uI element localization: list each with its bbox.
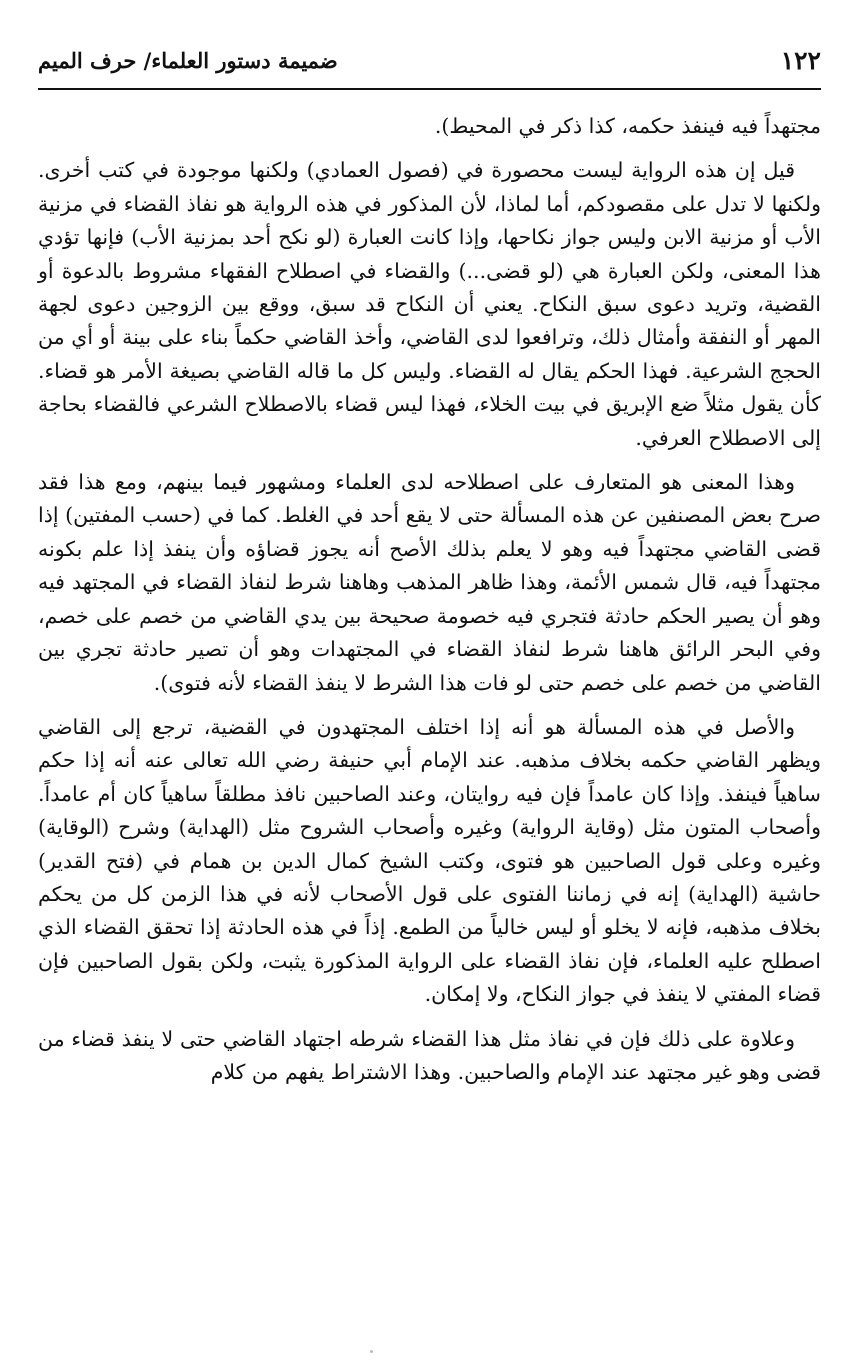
paragraph-1: مجتهداً فيه فينفذ حكمه، كذا ذكر في المحيط). bbox=[434, 114, 821, 138]
scan-speck bbox=[370, 1350, 373, 1353]
page-header bbox=[38, 44, 821, 90]
paragraph-3: وهذا المعنى هو المتعارف على اصطلاحه لدى العلماء ومشهور فيما بينهم، ومع هذا فقد صرح بعض المصنفين عن هذه المسألة حتى لا يقع أحد في الغلط. كما في (حسب المفتين) إذا قضى القاضي مجتهداً فيه وهو لا يعلم بذلك الأصح أنه يجوز قضاؤه وأن ينفذ إذا علم بكونه مجتهداً فيه، قال شمس الأئمة، وهذا ظاهر المذهب وهاهنا شرط لنفاذ القضاء في المجتهد فيه وهو أن يصير الحكم حادثة فتجري فيه خصومة صحيحة بين يدي القاضي من خصم على خصم، وفي البحر الرائق هاهنا شرط لنفاذ القضاء في المجتهدات وهو أن تصير حادثة تجري بين القاضي من خصم على خصم حتى لو فات هذا الشرط لا ينفذ القضاء لأنه فتوى). bbox=[38, 470, 821, 695]
body-text bbox=[38, 110, 821, 1089]
paragraph-2: قيل إن هذه الرواية ليست محصورة في (فصول العمادي) ولكنها موجودة في كتب أخرى. ولكنها لا تدل على مقصودكم، أما لماذا، لأن المذكور في هذه الرواية هو نفاذ القضاء في مزنية الأب أو مزنية الابن وليس جواز نكاحها، وإذا كانت العبارة (لو نكح أحد بمزنية الأب) فإنها تؤدي هذا المعنى، ولكن العبارة هي (لو قضى...) والقضاء في اصطلاح الفقهاء مشروط بالدعوة أو القضية، وتريد دعوى سبق النكاح. يعني أن النكاح قد سبق، ووقع بين الزوجين دعوى لجهة المهر أو النفقة وأمثال ذلك، وترافعوا لدى القاضي، وأخذ القاضي حكماً بناء على بينة أو أي من الحجج الشرعية. فهذا الحكم يقال له القضاء. وليس كل ما قاله القاضي بصيغة الأمر هو قضاء. كأن يقول مثلاً ضع الإبريق في بيت الخلاء، فهذا ليس قضاء بالاصطلاح الشرعي فالقضاء بحاجة إلى الاصطلاح العرفي. bbox=[38, 158, 821, 450]
page-number: ١٢٢ bbox=[780, 46, 821, 75]
paragraph-5: وعلاوة على ذلك فإن في نفاذ مثل هذا القضاء شرطه اجتهاد القاضي حتى لا ينفذ قضاء من قضى وهو غير مجتهد عند الإمام والصاحبين. وهذا الاشتراط يفهم من كلام bbox=[38, 1026, 821, 1084]
paragraph-4: والأصل في هذه المسألة هو أنه إذا اختلف المجتهدون في القضية، ترجع إلى القاضي ويظهر القاضي حكمه بخلاف مذهبه. عند الإمام أبي حنيفة رضي الله تعالى عنه أنه إذا حكم ساهياً فينفذ. وإذا كان عامداً فإن فيه روايتان، وعند الصاحبين نافذ مطلقاً ساهياً كان أم عامداً. وأصحاب المتون مثل (وقاية الرواية) وغيره وأصحاب الشروح مثل (الهداية) وشرح (الوقاية) وغيره وعلى قول الصاحبين هو فتوى، وكتب الشيخ كمال الدين بن همام في (فتح القدير) حاشية (الهداية) إنه في زماننا الفتوى على قول الأصحاب لأنه في هذا الزمن كل من يحكم بخلاف مذهبه، فإنه لا يخلو أو ليس خالياً من الطمع. إذاً في هذه الحادثة إذا تحقق القضاء الذي اصطلح عليه العلماء، فإن نفاذ القضاء على الرواية المذكورة يثبت، ولكن بقول الصاحبين فإن قضاء المفتي لا ينفذ في جواز النكاح، ولا إمكان. bbox=[38, 714, 821, 1007]
running-title: ضميمة دستور العلماء/ حرف الميم bbox=[38, 48, 338, 73]
